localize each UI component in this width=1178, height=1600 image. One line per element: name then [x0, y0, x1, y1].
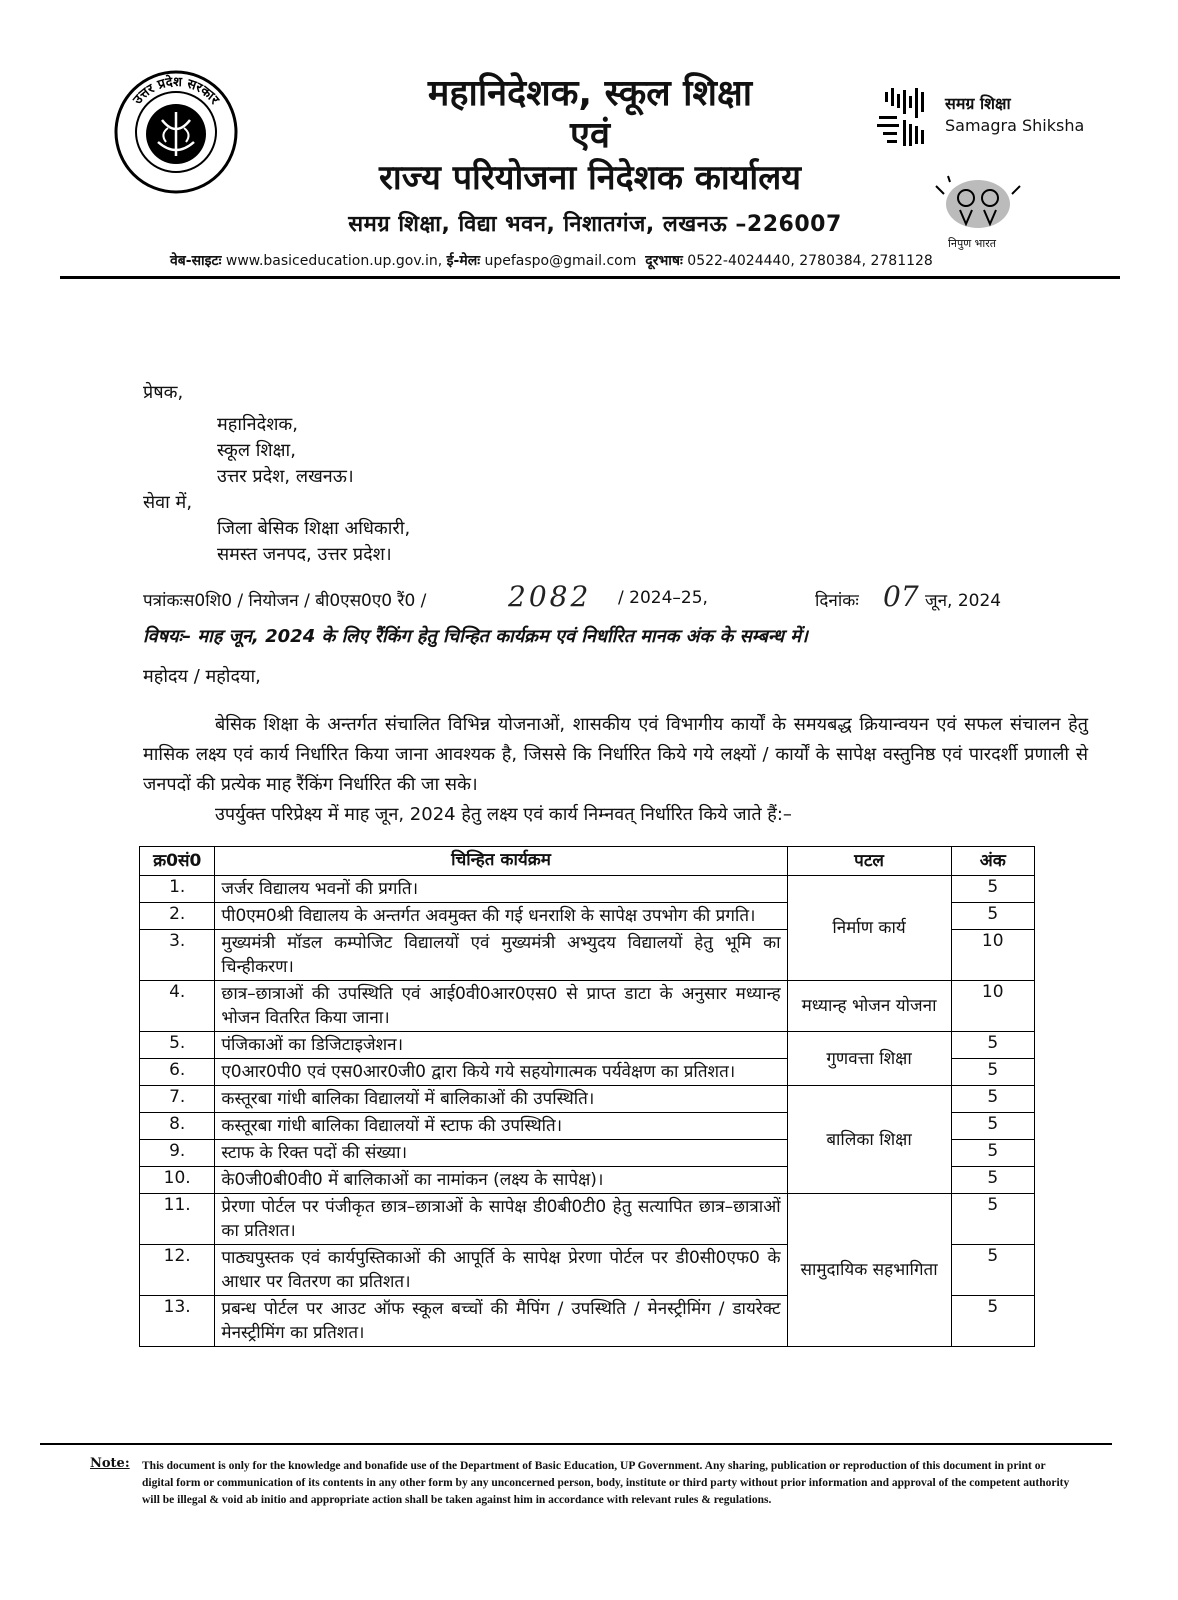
row-sno: 11. — [140, 1194, 215, 1245]
note-label: Note: — [90, 1456, 130, 1471]
row-program: कस्तूरबा गांधी बालिका विद्यालयों में स्टाफ की उपस्थिति। — [215, 1113, 787, 1140]
reference-number: 2082 — [508, 580, 592, 613]
row-sno: 10. — [140, 1167, 215, 1194]
row-points: 5 — [951, 1194, 1035, 1245]
row-points: 5 — [951, 903, 1035, 930]
row-sno: 7. — [140, 1086, 215, 1113]
sender-label: प्रेषक, — [143, 382, 184, 403]
row-program: कस्तूरबा गांधी बालिका विद्यालयों में बालिकाओं की उपस्थिति। — [215, 1086, 787, 1113]
row-points: 5 — [951, 1032, 1035, 1059]
footer-divider — [40, 1443, 1112, 1445]
note-text: This document is only for the knowledge and bonafide use of the Department of Basic Education, UP Government. Any sharing, publication or reproduction of this document in print or digital form or communication of its contents in any other form by any unconcerned person, body, institute or third party without prior information and approval of the competent authority will be illegal & void ab initio and appropriate action shall be taken against him in accordance with relevant rules & regulations. — [142, 1460, 1070, 1506]
row-sno: 8. — [140, 1113, 215, 1140]
row-points: 5 — [951, 1167, 1035, 1194]
recipient-line: समस्त जनपद, उत्तर प्रदेश। — [217, 544, 392, 565]
row-points: 5 — [951, 1059, 1035, 1086]
office-address: समग्र शिक्षा, विद्या भवन, निशातगंज, लखनऊ –226007 — [348, 212, 842, 237]
samagra-shiksha-logo — [875, 86, 935, 156]
row-sno: 3. — [140, 930, 215, 981]
row-program: ए0आर0पी0 एवं एस0आर0जी0 द्वारा किये गये सहयोगात्मक पर्यवेक्षण का प्रतिशत। — [215, 1059, 787, 1086]
body-paragraph-2: उपर्युक्त परिप्रेक्ष्य में माह जून, 2024 हेतु लक्ष्य एवं कार्य निम्नवत् निर्धारित किये जाते हैं:– — [215, 804, 792, 825]
phone-numbers: 0522-4024440, 2780384, 2781128 — [687, 253, 933, 269]
table-header-row — [140, 847, 1035, 876]
row-program: पी0एम0श्री विद्यालय के अन्तर्गत अवमुक्त की गई धनराशि के सापेक्ष उपभोग की प्रगति। — [215, 903, 787, 930]
ranking-table — [139, 846, 1035, 1347]
office-title-line3: राज्य परियोजना निदेशक कार्यालय — [378, 158, 802, 198]
table-row — [140, 981, 1035, 1032]
office-title-line2: एवं — [570, 115, 610, 156]
row-program: छात्र–छात्राओं की उपस्थिति एवं आई0वी0आर0एस0 से प्राप्त डाटा के अनुसार मध्यान्ह भोजन वितरित किया जाना। — [215, 981, 787, 1032]
row-points: 5 — [951, 1296, 1035, 1347]
salutation: महोदय / महोदया, — [143, 666, 261, 687]
unit-girls-education: बालिका शिक्षा — [787, 1086, 951, 1194]
row-sno: 13. — [140, 1296, 215, 1347]
row-sno: 9. — [140, 1140, 215, 1167]
row-sno: 4. — [140, 981, 215, 1032]
recipient-label: सेवा में, — [143, 492, 193, 513]
subject-line: विषयः– माह जून, 2024 के लिए रैंकिंग हेतु चिन्हित कार्यक्रम एवं निर्धारित मानक अंक के सम्बन्ध में। — [143, 626, 808, 647]
nipun-logo-icon — [930, 174, 1026, 232]
date-label: दिनांकः — [815, 591, 859, 611]
row-points: 5 — [951, 1140, 1035, 1167]
sender-line: उत्तर प्रदेश, लखनऊ। — [217, 466, 354, 487]
row-points: 10 — [951, 930, 1035, 981]
email-label: ई-मेलः — [446, 253, 481, 269]
reference-prefix: पत्रांकःस0शि0 / नियोजन / बी0एस0ए0 रैं0 / — [143, 591, 427, 611]
date-day: 07 — [883, 580, 919, 613]
website-label: वेब-साइटः — [170, 253, 222, 269]
samagra-logo-icon — [875, 86, 935, 156]
row-points: 5 — [951, 1113, 1035, 1140]
reference-year: / 2024–25, — [618, 588, 708, 608]
sender-line: स्कूल शिक्षा, — [217, 440, 296, 461]
row-program: मुख्यमंत्री मॉडल कम्पोजिट विद्यालयों एवं मुख्यमंत्री अभ्युदय विद्यालयों हेतु भूमि का चिन्हीकरण। — [215, 930, 787, 981]
header-unit: पटल — [787, 847, 951, 876]
row-program: पाठ्यपुस्तक एवं कार्यपुस्तिकाओं की आपूर्ति के सापेक्ष प्रेरणा पोर्टल पर डी0सी0एफ0 के आधार पर वितरण का प्रतिशत। — [215, 1245, 787, 1296]
emblem-text: उत्तर प्रदेश सरकार — [130, 74, 222, 108]
row-sno: 2. — [140, 903, 215, 930]
row-program: जर्जर विद्यालय भवनों की प्रगति। — [215, 876, 787, 903]
website-link[interactable]: www.basiceducation.up.gov.in, — [225, 253, 443, 269]
row-sno: 5. — [140, 1032, 215, 1059]
samagra-hindi-label: समग्र शिक्षा — [945, 94, 1011, 113]
row-program: पंजिकाओं का डिजिटाइजेशन। — [215, 1032, 787, 1059]
row-sno: 12. — [140, 1245, 215, 1296]
sender-line: महानिदेशक, — [217, 414, 298, 435]
row-sno: 1. — [140, 876, 215, 903]
row-program: के0जी0बी0वी0 में बालिकाओं का नामांकन (लक्ष्य के सापेक्ष)। — [215, 1167, 787, 1194]
up-government-emblem — [112, 68, 240, 196]
unit-community: सामुदायिक सहभागिता — [787, 1194, 951, 1347]
row-points: 5 — [951, 876, 1035, 903]
unit-quality: गुणवत्ता शिक्षा — [787, 1032, 951, 1086]
row-program: प्रबन्ध पोर्टल पर आउट ऑफ स्कूल बच्चों की मैपिंग / उपस्थिति / मेनस्ट्रीमिंग / डायरेक्ट मेनस्ट्रीमिंग का प्रतिशत। — [215, 1296, 787, 1347]
header-divider — [60, 276, 1120, 279]
row-points: 5 — [951, 1245, 1035, 1296]
table-row — [140, 1032, 1035, 1059]
contact-line — [170, 251, 1070, 270]
nipun-bharat-logo — [930, 174, 1026, 232]
row-points: 5 — [951, 1086, 1035, 1113]
email-link[interactable]: upefaspo@gmail.com — [484, 253, 637, 269]
emblem-seal-icon — [112, 68, 240, 196]
row-program: प्रेरणा पोर्टल पर पंजीकृत छात्र–छात्राओं के सापेक्ष डी0बी0टी0 हेतु सत्यापित छात्र–छात्राओं का प्रतिशत। — [215, 1194, 787, 1245]
body-paragraph: बेसिक शिक्षा के अन्तर्गत संचालित विभिन्न योजनाओं, शासकीय एवं विभागीय कार्यों के समयबद्ध क्रियान्वयन एवं सफल संचालन हेतु मासिक लक्ष्य एवं कार्य निर्धारित किया जाना आवश्यक है, जिससे कि निर्धारित किये गये लक्ष्यों / कार्यों के सापेक्ष वस्तुनिष्ठ एवं पारदर्शी प्रणाली से जनपदों की प्रत्येक माह रैंकिंग निर्धारित की जा सके। — [143, 714, 1088, 795]
header-program: चिन्हित कार्यक्रम — [215, 847, 787, 876]
table-row — [140, 1194, 1035, 1245]
row-points: 10 — [951, 981, 1035, 1032]
row-sno: 6. — [140, 1059, 215, 1086]
phone-label: दूरभाषः — [645, 253, 683, 269]
reference-row — [143, 580, 1023, 616]
table-row — [140, 1086, 1035, 1113]
office-title-line1: महानिदेशक, स्कूल शिक्षा — [427, 73, 753, 114]
header-sno: क्र0सं0 — [140, 847, 215, 876]
date-month-year: जून, 2024 — [925, 591, 1002, 611]
unit-midday-meal: मध्यान्ह भोजन योजना — [787, 981, 951, 1032]
samagra-english-label: Samagra Shiksha — [945, 116, 1085, 135]
row-program: स्टाफ के रिक्त पदों की संख्या। — [215, 1140, 787, 1167]
header-points: अंक — [951, 847, 1035, 876]
recipient-line: जिला बेसिक शिक्षा अधिकारी, — [217, 518, 411, 539]
nipun-bharat-label: निपुण भारत — [948, 237, 997, 250]
table-row — [140, 876, 1035, 903]
unit-construction: निर्माण कार्य — [787, 876, 951, 981]
